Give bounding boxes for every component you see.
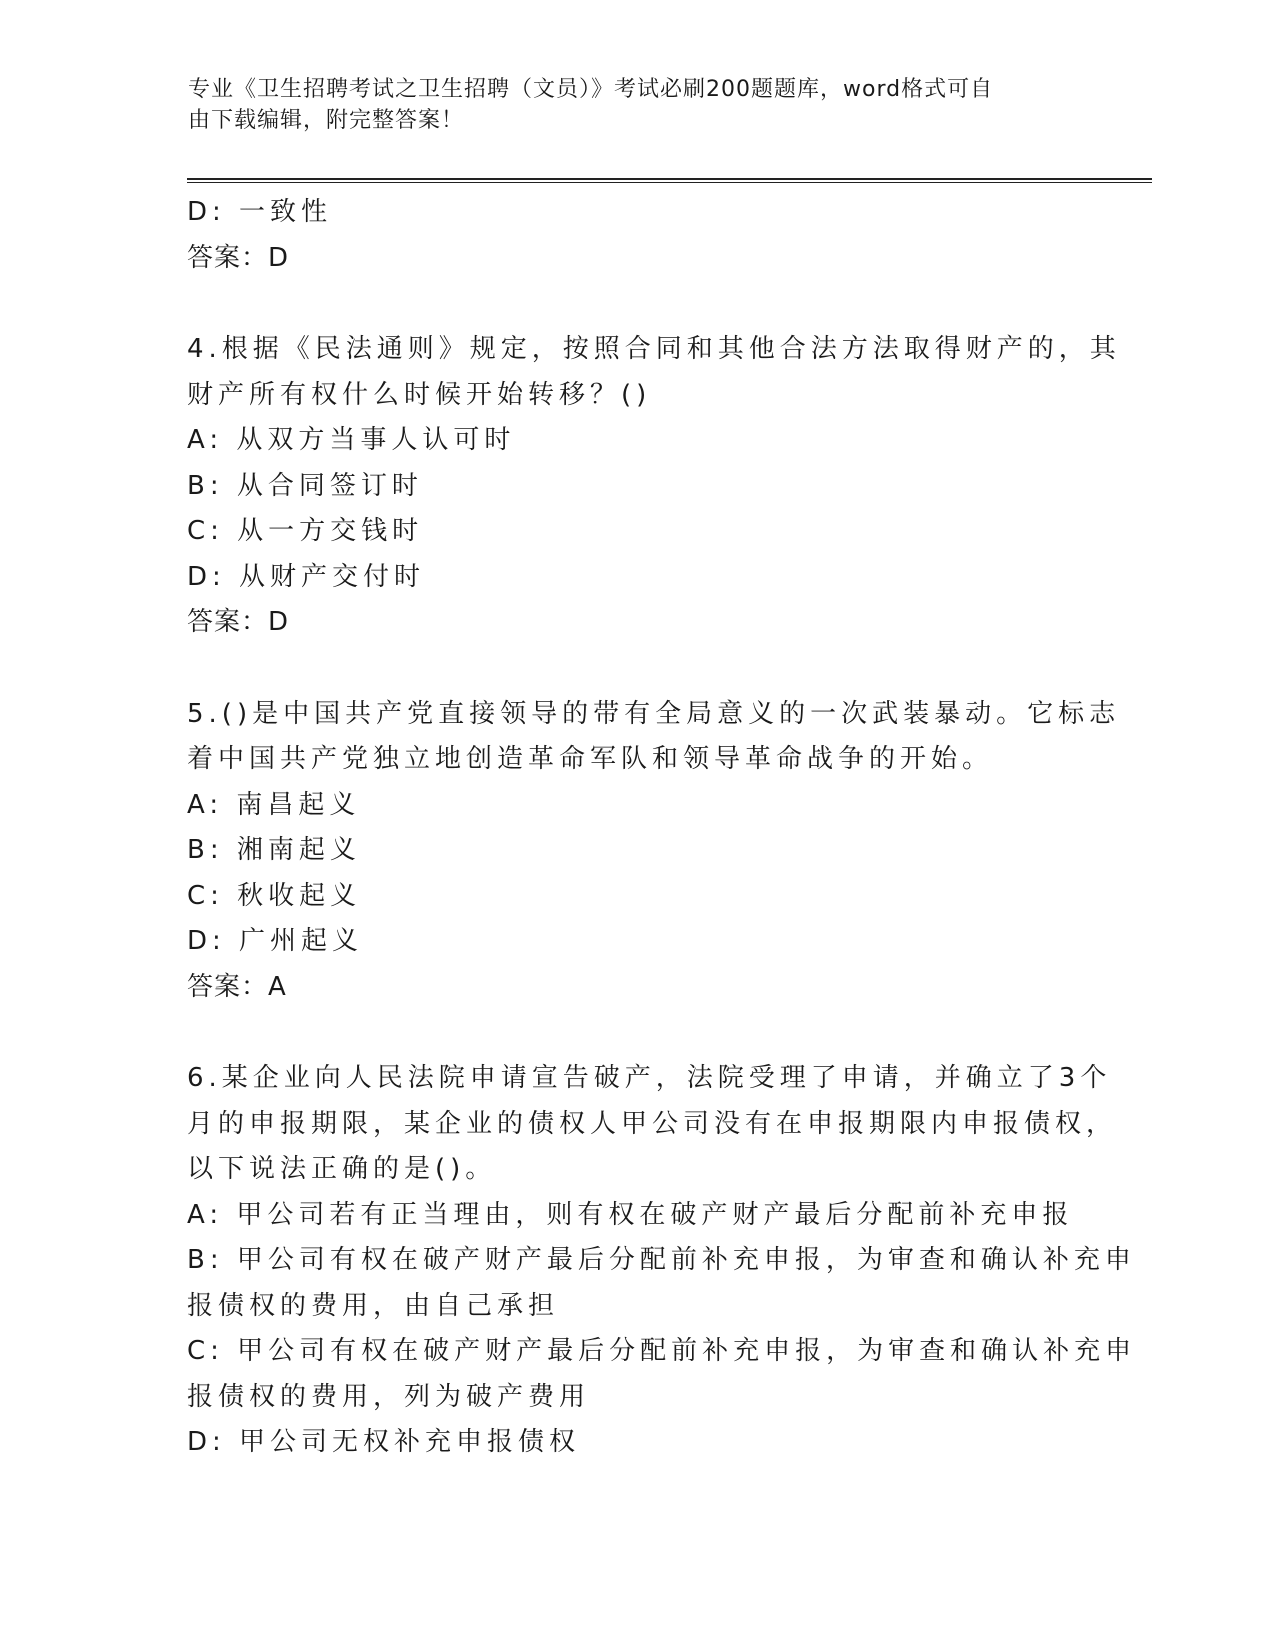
q4-stem-line-2: 财产所有权什么时候开始转移？() [187,379,652,410]
header-line-1: 专业《卫生招聘考试之卫生招聘（文员）》考试必刷200题题库，word格式可自 [188,77,994,102]
q6-option-a: A: 甲公司若有正当理由，则有权在破产财产最后分配前补充申报 [187,1199,1074,1230]
q4-option-a: A: 从双方当事人认可时 [187,425,516,455]
q6-option-b-line-2: 报债权的费用，由自己承担 [187,1290,560,1321]
question-5 [187,692,1121,1011]
q5-option-a: A: 南昌起义 [187,789,361,820]
q3-answer: 答案：D [187,242,290,273]
q6-option-c-line-1: C: 甲公司有权在破产财产最后分配前补充申报，为审查和确认补充申 [187,1336,1137,1366]
q3-option-d: D: 一致性 [187,197,333,227]
question-list [187,190,1137,1466]
q6-stem-line-2: 月的申报期限，某企业的债权人甲公司没有在申报期限内申报债权， [187,1108,1118,1139]
q6-option-d: D: 甲公司无权补充申报债权 [187,1427,581,1457]
q4-option-c: C: 从一方交钱时 [187,516,424,546]
q6-stem-line-1: 6.某企业向人民法院申请宣告破产，法院受理了申请，并确立了3个 [187,1063,1112,1093]
document-header [188,74,1088,136]
q5-option-c: C: 秋收起义 [187,880,362,911]
q5-answer: 答案：A [187,971,287,1002]
question-6 [187,1056,1137,1466]
q5-option-d: D: 广州起义 [187,926,364,956]
header-divider [187,178,1152,183]
q4-stem-line-1: 4.根据《民法通则》规定，按照合同和其他合法方法取得财产的，其 [187,334,1121,364]
header-line-2: 由下载编辑，附完整答案！ [188,108,465,133]
q5-option-b: B: 湘南起义 [187,835,361,865]
q6-stem-line-3: 以下说法正确的是()。 [187,1154,497,1184]
q5-stem-line-2: 着中国共产党独立地创造革命军队和领导革命战争的开始。 [187,744,994,774]
q6-option-b-line-1: B: 甲公司有权在破产财产最后分配前补充申报，为审查和确认补充申 [187,1245,1136,1275]
q6-option-c-line-2: 报债权的费用，列为破产费用 [187,1381,591,1412]
question-4 [187,327,1121,646]
q4-option-d: D: 从财产交付时 [187,561,426,592]
q4-option-b: B: 从合同签订时 [187,470,423,501]
q5-stem-line-1: 5.()是中国共产党直接领导的带有全局意义的一次武装暴动。它标志 [187,698,1121,729]
q4-answer: 答案：D [187,607,290,637]
question-3-tail [187,190,1067,281]
